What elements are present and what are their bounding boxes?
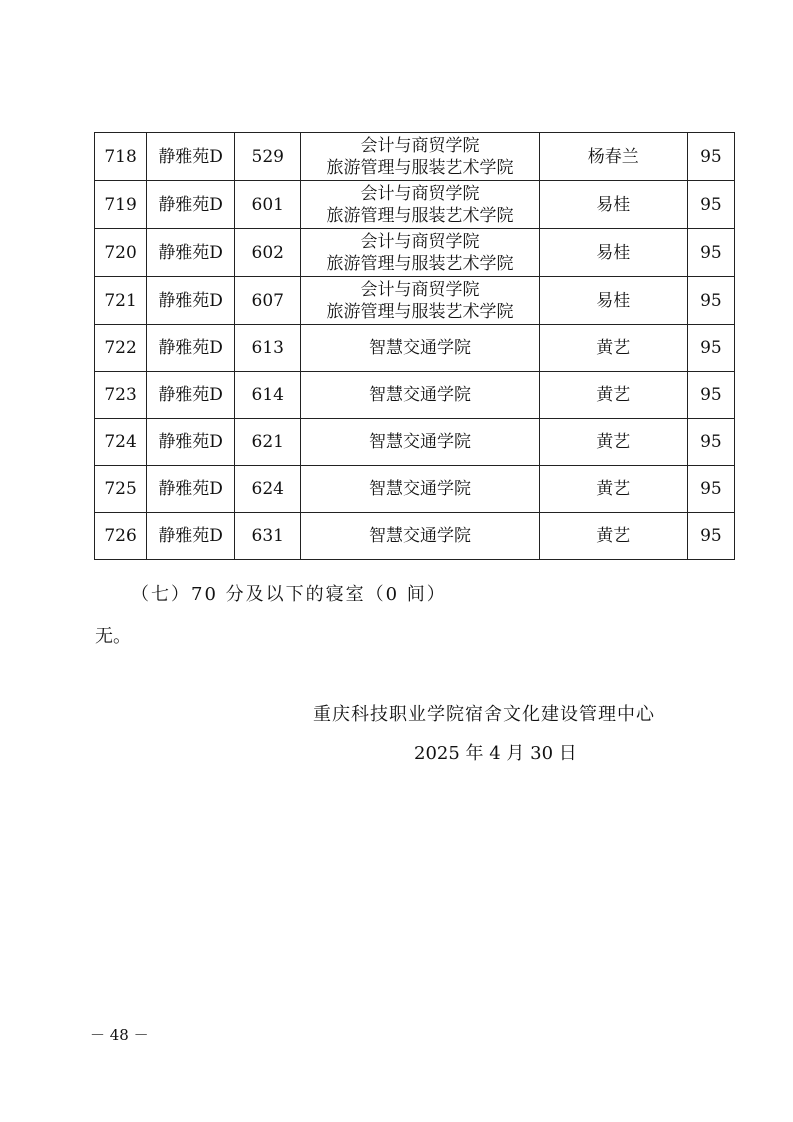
college-cell (301, 419, 539, 466)
college-name: 智慧交通学院 (368, 338, 471, 358)
building-cell: 静雅苑D (147, 372, 235, 419)
college-name: 会计与商贸学院 (360, 231, 480, 252)
counselor-cell: 黄艺 (539, 513, 687, 560)
college-name: 会计与商贸学院 (360, 183, 480, 204)
college-name: 智慧交通学院 (368, 526, 471, 546)
row-number-cell: 720 (95, 229, 147, 277)
college-name: 旅游管理与服装艺术学院 (326, 253, 514, 274)
score-cell: 95 (687, 325, 734, 372)
counselor-cell: 杨春兰 (539, 133, 687, 181)
college-cell (301, 325, 539, 372)
section-heading: （七）70 分及以下的寝室（0 间） (131, 584, 447, 605)
college-name: 旅游管理与服装艺术学院 (326, 157, 514, 178)
table-row (95, 229, 735, 277)
table-row (95, 181, 735, 229)
page-number: － 48 － (90, 1026, 149, 1044)
college-name: 智慧交通学院 (368, 479, 471, 499)
row-number-cell: 723 (95, 372, 147, 419)
table-row (95, 277, 735, 325)
score-cell: 95 (687, 277, 734, 325)
score-cell: 95 (687, 181, 734, 229)
room-number-cell: 624 (235, 466, 301, 513)
counselor-cell: 易桂 (539, 229, 687, 277)
college-name: 旅游管理与服装艺术学院 (326, 301, 514, 322)
issue-date: 2025 年 4 月 30 日 (414, 743, 577, 764)
college-name: 智慧交通学院 (368, 385, 471, 405)
college-cell (301, 229, 539, 277)
table-row (95, 466, 735, 513)
room-number-cell: 613 (235, 325, 301, 372)
row-number-cell: 719 (95, 181, 147, 229)
row-number-cell: 726 (95, 513, 147, 560)
building-cell: 静雅苑D (147, 419, 235, 466)
building-cell: 静雅苑D (147, 466, 235, 513)
building-cell: 静雅苑D (147, 325, 235, 372)
table-row (95, 133, 735, 181)
room-number-cell: 529 (235, 133, 301, 181)
counselor-cell: 黄艺 (539, 325, 687, 372)
college-cell (301, 372, 539, 419)
college-cell (301, 466, 539, 513)
dormitory-score-table (94, 132, 735, 560)
counselor-cell: 黄艺 (539, 372, 687, 419)
college-name: 会计与商贸学院 (360, 279, 480, 300)
college-cell (301, 513, 539, 560)
college-cell (301, 181, 539, 229)
row-number-cell: 721 (95, 277, 147, 325)
room-number-cell: 621 (235, 419, 301, 466)
score-cell: 95 (687, 466, 734, 513)
building-cell: 静雅苑D (147, 513, 235, 560)
building-cell: 静雅苑D (147, 229, 235, 277)
room-number-cell: 602 (235, 229, 301, 277)
room-number-cell: 631 (235, 513, 301, 560)
score-cell: 95 (687, 229, 734, 277)
row-number-cell: 718 (95, 133, 147, 181)
building-cell: 静雅苑D (147, 181, 235, 229)
score-cell: 95 (687, 513, 734, 560)
table-row (95, 419, 735, 466)
table-row (95, 372, 735, 419)
row-number-cell: 722 (95, 325, 147, 372)
score-cell: 95 (687, 372, 734, 419)
table-row (95, 325, 735, 372)
room-number-cell: 601 (235, 181, 301, 229)
room-number-cell: 607 (235, 277, 301, 325)
college-name: 旅游管理与服装艺术学院 (326, 205, 514, 226)
counselor-cell: 黄艺 (539, 466, 687, 513)
row-number-cell: 724 (95, 419, 147, 466)
counselor-cell: 易桂 (539, 181, 687, 229)
counselor-cell: 黄艺 (539, 419, 687, 466)
room-number-cell: 614 (235, 372, 301, 419)
table-body (95, 133, 735, 560)
college-name: 会计与商贸学院 (360, 135, 480, 156)
score-cell: 95 (687, 133, 734, 181)
building-cell: 静雅苑D (147, 133, 235, 181)
college-cell (301, 133, 539, 181)
section-body-text: 无。 (95, 626, 131, 647)
college-name: 智慧交通学院 (368, 432, 471, 452)
building-cell: 静雅苑D (147, 277, 235, 325)
row-number-cell: 725 (95, 466, 147, 513)
college-cell (301, 277, 539, 325)
counselor-cell: 易桂 (539, 277, 687, 325)
table-row (95, 513, 735, 560)
issuer-signature: 重庆科技职业学院宿舍文化建设管理中心 (313, 704, 655, 725)
score-cell: 95 (687, 419, 734, 466)
